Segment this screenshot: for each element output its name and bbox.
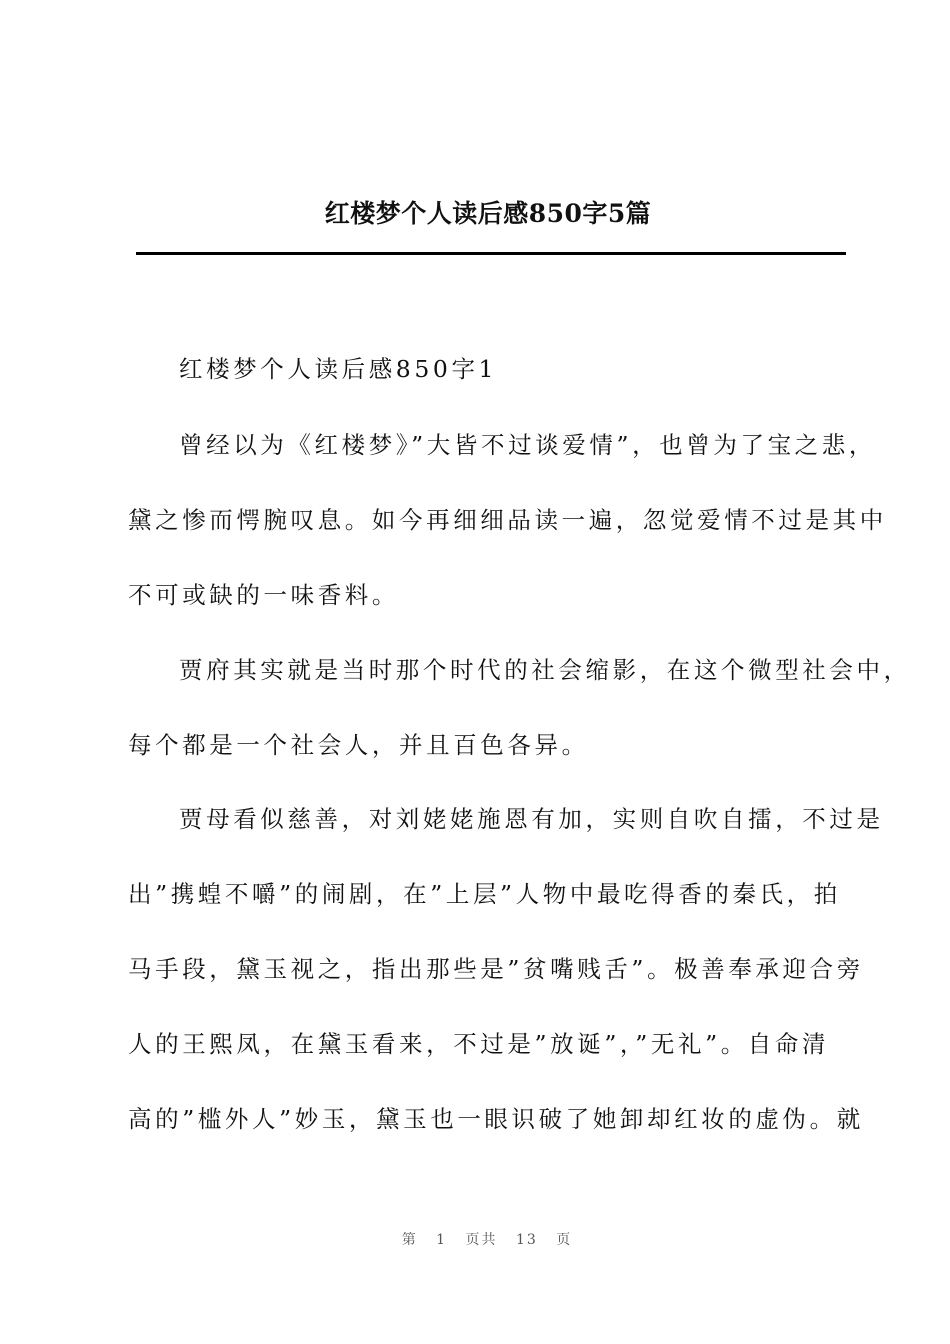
paragraph-line: 曾经以为《红楼梦》”大皆不过谈爱情”，也曾为了宝之悲， bbox=[179, 431, 876, 459]
paragraph-line: 每个都是一个社会人，并且百色各异。 bbox=[128, 731, 589, 759]
section-heading: 红楼梦个人读后感850字1 bbox=[179, 355, 498, 383]
paragraph-line: 不可或缺的一味香料。 bbox=[128, 581, 399, 609]
title-divider bbox=[136, 252, 846, 255]
paragraph-line: 贾母看似慈善，对刘姥姥施恩有加，实则自吹自擂，不过是 bbox=[179, 805, 884, 833]
paragraph-line: 马手段，黛玉视之，指出那些是”贫嘴贱舌”。极善奉承迎合旁 bbox=[128, 955, 864, 983]
paragraph-line: 贾府其实就是当时那个时代的社会缩影，在这个微型社会中， bbox=[179, 656, 911, 684]
paragraph-line: 出”携蝗不嚼”的闹剧，在”上层”人物中最吃得香的秦氏，拍 bbox=[128, 880, 841, 908]
paragraph-line: 高的”槛外人”妙玉，黛玉也一眼识破了她卸却红妆的虚伪。就 bbox=[128, 1105, 864, 1133]
paragraph-line: 人的王熙凤，在黛玉看来，不过是”放诞”，”无礼”。自命清 bbox=[128, 1030, 830, 1058]
paragraph-line: 黛之惨而愕腕叹息。如今再细细品读一遍，忽觉爱情不过是其中 bbox=[128, 506, 887, 534]
document-title: 红楼梦个人读后感850字5篇 bbox=[324, 199, 652, 228]
page-footer: 第 1 页共 13 页 bbox=[401, 1232, 573, 1248]
